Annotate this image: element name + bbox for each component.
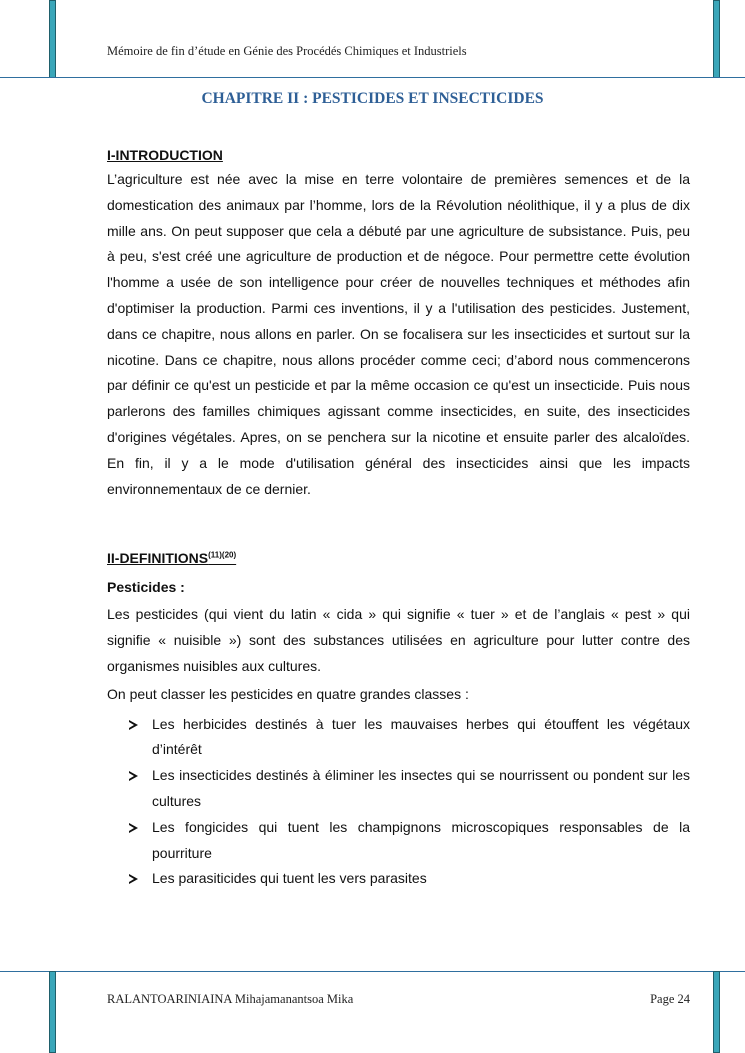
definitions-heading (107, 548, 690, 568)
chapter-title: CHAPITRE II : PESTICIDES ET INSECTICIDES (201, 90, 544, 107)
footer-author: RALANTOARINIAINA Mihajamanantsoa Mika (107, 992, 354, 1006)
list-item (127, 712, 690, 764)
arrow-bullet-icon (129, 771, 138, 781)
arrow-bullet-icon (129, 720, 138, 730)
list-item-text: Les insecticides destinés à éliminer les insectes qui se nourrissent ou pondent sur les cultures (152, 767, 690, 809)
pesticides-definition: Les pesticides (qui vient du latin « cida » qui signifie « tuer » et de l’anglais « pest » qui signifie « nuisible ») sont des substances utilisées en agriculture pour lutter contre des organismes nuisibles aux cultures. (107, 606, 690, 674)
definitions-heading-text: II-DEFINITIONS (107, 550, 209, 567)
pesticide-classes-list (107, 712, 690, 893)
definitions-refs: (11)(20) (208, 550, 237, 560)
list-item (127, 815, 690, 867)
header-left-bar (49, 0, 56, 78)
running-header: Mémoire de fin d’étude en Génie des Procédés Chimiques et Industriels (107, 44, 467, 58)
header-rule (0, 77, 745, 78)
list-item-text: Les herbicides destinés à tuer les mauvaises herbes qui étouffent les végétaux d’intérêt (152, 715, 690, 758)
list-item-text: Les parasiticides qui tuent les vers parasites (152, 870, 427, 887)
footer-left-bar (49, 971, 56, 1053)
arrow-bullet-icon (129, 823, 138, 833)
footer-right-bar (713, 971, 720, 1053)
intro-heading: I-INTRODUCTION (107, 147, 223, 163)
footer-rule (0, 971, 745, 972)
page-number: Page 24 (650, 992, 690, 1006)
list-item (127, 763, 690, 815)
pesticides-subtitle: Pesticides : (107, 579, 185, 596)
arrow-bullet-icon (129, 874, 138, 884)
page-body (107, 145, 690, 892)
list-item (127, 866, 690, 892)
classes-intro: On peut classer les pesticides en quatre grandes classes : (107, 685, 469, 702)
header-right-bar (713, 0, 720, 78)
intro-paragraph: L’agriculture est née avec la mise en terre volontaire de premières semences et de la domestication des animaux par l’homme, lors de la Révolution néolithique, il y a plus de dix mille ans. On peut supposer que cela a débuté par une agriculture de subsistance. Puis, peu à peu, s'est créé une agriculture de production et de négoce. Pour permettre cette évolution l'homme a usée de son intelligence pour créer de nouvelles techniques et méthodes afin d'optimiser la production. Parmi ces inventions, il y a l'utilisation des pesticides. Justement, dans ce chapitre, nous allons en parler. On se focalisera sur les insecticides et surtout sur la nicotine. Dans ce chapitre, nous allons procéder comme ceci; d’abord nous commencerons par définir ce qu'est un pesticide et par la même occasion ce qu'est un insecticide. Puis nous parlerons des familles chimiques agissant comme insecticides, en suite, des insecticides d'origines végétales. Apres, on se penchera sur la nicotine et ensuite parler des alcaloïdes. En fin, il y a le mode d'utilisation général des insecticides ainsi que les impacts environnementaux de ce dernier. (107, 171, 690, 497)
list-item-text: Les fongicides qui tuent les champignons microscopiques responsables de la pourriture (152, 818, 690, 861)
